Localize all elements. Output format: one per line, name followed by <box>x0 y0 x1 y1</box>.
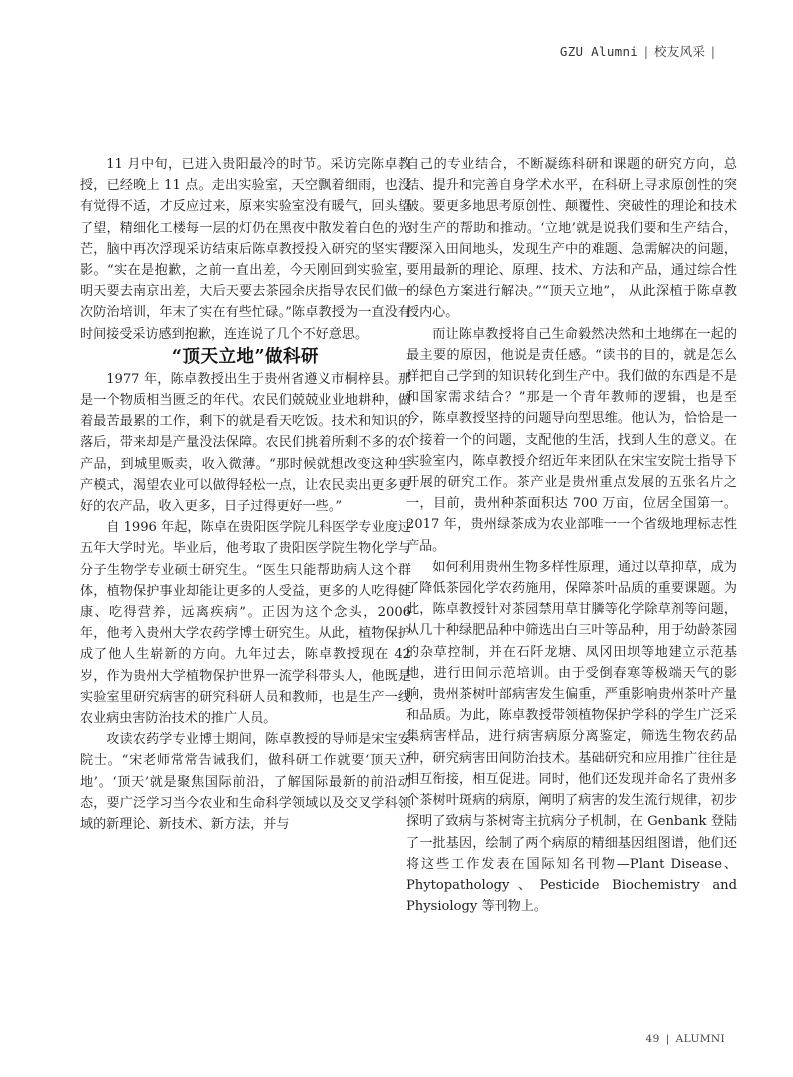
page-footer <box>646 1033 725 1045</box>
running-header <box>560 42 721 60</box>
paragraph-phd-continued: 自己的专业结合，不断凝练科研和课题的研究方向，总结、提升和完善自身学术水平，在科研上寻求原创性的突破。要更多地思考原创性、颠覆性、突破性的理论和技术对生产的帮助和推动。‘立地’就是说我们要和生产结合，要深入田间地头，发现生产中的难题、急需解决的问题，要用最新的理论、原理、技术、方法和产品，通过综合性的绿色方案进行解决。”“顶天立地”， 从此深植于陈卓教授内心。 <box>406 157 737 321</box>
footer-magazine: ALUMNI <box>675 1033 725 1045</box>
paragraph-responsibility: 而让陈卓教授将自己生命毅然决然和土地绑在一起的最主要的原因，他说是责任感。“读书的目的，就是怎么样把自己学到的知识转化到生产中。我们做的东西是不是和国家需求结合？”那是一个青年教师的逻辑，也是至今，陈卓教授坚持的问题导向型思维。他认为，恰恰是一个接着一个的问题，支配他的生活，找到人生的意义。在实验室内，陈卓教授介绍近年来团队在宋宝安院士指导下开展的研究工作。茶产业是贵州重点发展的五张名片之一，目前，贵州种茶面积达 700 万亩，位居全国第一。2017 年，贵州绿茶成为农业部唯一一个省级地理标志性产品。 <box>406 326 737 554</box>
header-brand: GZU Alumni <box>559 44 639 59</box>
header-divider: | <box>642 44 650 59</box>
paragraph-birth: 1977 年，陈卓教授出生于贵州省遵义市桐梓县。那是一个物质相当匮乏的年代。农民们兢兢业业地耕种，做着最苦最累的工作，剩下的就是看天吃饭。技术和知识的落后，带来却是产量没法保障。农民们挑着所剩不多的农产品，到城里贩卖，收入微薄。“那时候就想改变这种生产模式，渴望农业可以做得轻松一点，让农民卖出更多更好的农产品，收入更多，日子过得更好一些。” <box>80 371 411 515</box>
footer-divider: | <box>665 1033 670 1045</box>
paragraph-intro: 11 月中旬，已进入贵阳最冷的时节。采访完陈卓教授，已经晚上 11 点。走出实验室，天空飘着细雨，也没有觉得不适，才反应过来，原来实验室没有暖气，回头望了望，精细化工楼每一层的灯仍在黑夜中散发着白色的光芒，脑中再次浮现采访结束后陈卓教授投入研究的坚实背影。“实在是抱歉，之前一直出差，今天刚回到实验室，明天要去南京出差，大后天要去茶园余庆指导农民们做一次防治培训，年末了实在有些忙碌。”陈卓教授为一直没有时间接受采访感到抱歉，连连说了几个不好意思。 <box>80 157 411 342</box>
paragraph-education: 自 1996 年起，陈卓在贵阳医学院儿科医学专业度过五年大学时光。毕业后，他考取了贵阳医学院生物化学与分子生物学专业硕士研究生。“医生只能帮助病人这个群体，植物保护事业却能让更多的人受益，更多的人吃得健康、吃得营养，远离疾病”。正因为这个念头，2006 年，他考入贵州大学农药学博士研究生。从此，植物保护成了他人生崭新的方向。九年过去，陈卓教授现在 42 岁，作为贵州大学植物保护世界一流学科带头人，他既是实验室里研究病害的研究科研人员和教师，也是生产一线农业病虫害防治技术的推广人员。 <box>80 520 411 727</box>
page-number: 49 <box>645 1033 660 1045</box>
paragraph-research: 如何利用贵州生物多样性原理，通过以草抑草，成为了降低茶园化学农药施用，保障茶叶品质的重要课题。为此，陈卓教授针对茶园禁用草甘膦等化学除草剂等问题，从几十种绿肥品种中筛选出白三叶等品种，用于幼龄茶园的杂草控制，并在石阡龙塘、凤冈田坝等地建立示范基地，进行田间示范培训。由于受倒春寒等极端天气的影响，贵州茶树叶部病害发生偏重，严重影响贵州茶叶产量和品质。为此，陈卓教授带领植物保护学科的学生广泛采集病害样品，进行病害病原分离鉴定，筛选生物农药品种，研究病害田间防治技术。基础研究和应用推广往往是相互衔接，相互促进。同时，他们还发现并命名了贵州多个茶树叶斑病的病原，阐明了病害的发生流行规律，初步探明了致病与茶树寄主抗病分子机制，在 Genbank 登陆了一批基因，绘制了两个病原的精细基因组图谱，他们还将这些工作发表在国际知名刊物—Plant Disease、Phytopathology、Pesticide Biochemistry and Physiology 等刊物上。 <box>406 559 737 915</box>
paragraph-phd: 攻读农药学专业博士期间，陈卓教授的导师是宋宝安院士。“宋老师常常告诫我们，做科研工作就要‘顶天立地’。‘顶天’就是聚焦国际前沿，了解国际最新的前沿动态，要广泛学习当今农业和生命科学领域以及交叉学科领域的新理论、新技术、新方法，并与 <box>80 732 411 833</box>
right-column <box>406 154 737 917</box>
section-title: “顶天立地”做科研 <box>171 346 320 367</box>
left-column <box>80 154 411 835</box>
header-section: 校友风采 <box>653 44 706 59</box>
header-divider-end: | <box>709 44 717 59</box>
